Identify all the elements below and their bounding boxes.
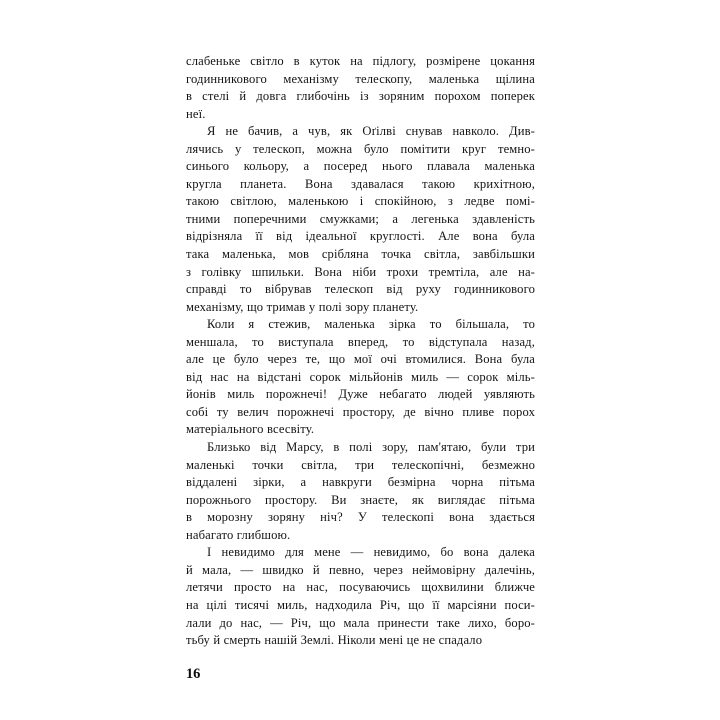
text-line: механізму, що тримав у полі зору планету. <box>186 299 419 314</box>
paragraph <box>186 53 535 123</box>
text-line: така маленька, мов срібляна точка світла, завбільшки <box>186 247 535 262</box>
text-line: Близько від Марсу, в полі зору, пам'ятаю, були три <box>207 440 535 455</box>
text-line: кругла планета. Вона здавалася такою крихітною, <box>186 176 535 191</box>
page-text-block <box>186 53 535 650</box>
text-line: слабеньке світло в куток на підлогу, розмірене цокання <box>186 54 535 68</box>
text-line: годинникового механізму телескопу, маленька щілина <box>186 71 535 86</box>
paragraph <box>186 439 535 544</box>
text-line: від нас на відстані сорок мільйонів миль — сорок міль- <box>186 369 535 384</box>
text-line: набагато глибшою. <box>186 527 291 542</box>
text-line: летячи просто на нас, посуваючись щохвилини ближче <box>186 580 535 595</box>
text-line: меншала, то виступала вперед, то відступала назад, <box>186 334 535 349</box>
text-line: й мала, — швидко й певно, через неймовірну далечінь, <box>186 562 535 577</box>
paragraph <box>186 123 535 316</box>
text-line: тними поперечними смужками; а легенька здавленість <box>186 211 535 226</box>
text-line: лячись у телескоп, можна було помітити круг темно- <box>186 141 535 156</box>
text-line: собі ту велич порожнечі простору, де вічно пливе порох <box>186 404 535 419</box>
text-line: відрізняла її від ідеальної круглості. Але вона була <box>186 229 535 244</box>
page-number: 16 <box>186 666 201 682</box>
text-line: в стелі й довга глибочінь із зоряним порохом поперек <box>186 89 535 104</box>
text-line: І невидимо для мене — невидимо, бо вона далека <box>207 545 535 560</box>
text-line: лали до нас, — Річ, що мала принести таке лихо, боро- <box>186 615 535 630</box>
text-line: матеріального всесвіту. <box>186 422 315 437</box>
text-line: Коли я стежив, маленька зірка то більшала, то <box>207 317 535 332</box>
text-line: йонів миль порожнечі! Дуже небагато людей уявляють <box>186 387 535 402</box>
text-line: порожнього простору. Ви знаєте, як виглядає пітьма <box>186 492 535 507</box>
text-line: віддалені зірки, а навкруги безмірна чорна пітьма <box>186 475 535 490</box>
text-line: синього кольору, а посеред нього плавала маленька <box>186 159 535 174</box>
text-line: маленькі точки світла, три телескопічні, безмежно <box>186 457 535 472</box>
text-line: в морозну зоряну ніч? У телескопі вона здається <box>186 510 535 525</box>
text-line: тьбу й смерть нашій Землі. Ніколи мені це не спадало <box>186 633 483 648</box>
text-line: справді то вібрував телескоп від руху годинникового <box>186 282 535 297</box>
text-line: але це було через те, що мої очі втомилися. Вона була <box>186 352 535 367</box>
paragraph <box>186 544 535 649</box>
text-line: такою світлою, маленькою і спокійною, з ледве помі- <box>186 194 535 209</box>
text-line: неї. <box>186 106 206 121</box>
text-line: Я не бачив, а чув, як Оґілві снував навколо. Див- <box>207 124 535 139</box>
text-line: на цілі тисячі миль, надходила Річ, що її марсіяни поси- <box>186 597 535 612</box>
text-line: з голівку шпильки. Вона ніби трохи тремтіла, але на- <box>186 264 535 279</box>
paragraph <box>186 316 535 439</box>
